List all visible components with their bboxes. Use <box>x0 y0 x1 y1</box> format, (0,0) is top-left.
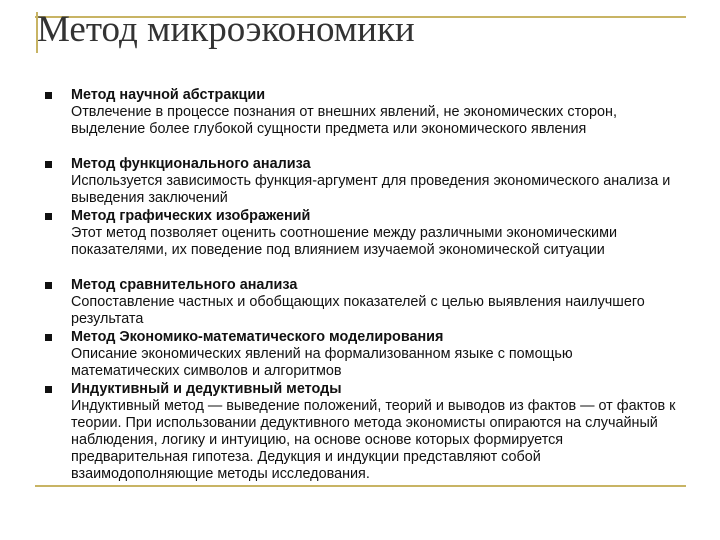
list-item-text <box>71 156 683 207</box>
list-item-heading: Индуктивный и дедуктивный методы <box>71 381 342 397</box>
list-item-body: Этот метод позволяет оценить соотношение между различными экономическими показателями, их поведение под влиянием изучаемой экономической ситуации <box>71 225 618 259</box>
list-item-text <box>71 208 683 259</box>
square-bullet-icon <box>45 386 52 393</box>
list-item-text <box>71 381 683 484</box>
list-item-heading: Метод Экономико-математического моделирования <box>71 329 444 345</box>
list-item-body: Отвлечение в процессе познания от внешних явлений, не экономических сторон, выделение более глубокой сущности предмета или экономического явления <box>71 104 617 138</box>
square-bullet-icon <box>45 92 52 99</box>
square-bullet-icon <box>45 213 52 220</box>
list-item-body: Индуктивный метод — выведение положений, теорий и выводов из фактов — от фактов к теории. При использовании дедуктивного метода экономисты опираются на случайный наблюдения, логику и интуицию, на основе основе которых формируется предварительная гипотеза. Дедукция и индукции представляют собой взаимодополняющие методы исследования. <box>71 398 676 483</box>
list-item-heading: Метод сравнительного анализа <box>71 277 298 293</box>
list-item-text <box>71 329 683 380</box>
list-item-heading: Метод графических изображений <box>71 208 311 224</box>
list-item-body: Используется зависимость функция-аргумент для проведения экономического анализа и выведения заключений <box>71 173 671 207</box>
list-item-text <box>71 87 683 138</box>
bottom-rule <box>35 485 686 487</box>
list-item-text <box>71 277 683 328</box>
list-item-heading: Метод функционального анализа <box>71 156 311 172</box>
square-bullet-icon <box>45 161 52 168</box>
list-item-body: Описание экономических явлений на формализованном языке с помощью математических символов и алгоритмов <box>71 346 573 380</box>
slide-title: Метод микроэкономики <box>37 9 415 50</box>
list-item-heading: Метод научной абстракции <box>71 87 266 103</box>
square-bullet-icon <box>45 282 52 289</box>
list-item-body: Сопоставление частных и обобщающих показателей с целью выявления наилучшего результата <box>71 294 645 328</box>
square-bullet-icon <box>45 334 52 341</box>
